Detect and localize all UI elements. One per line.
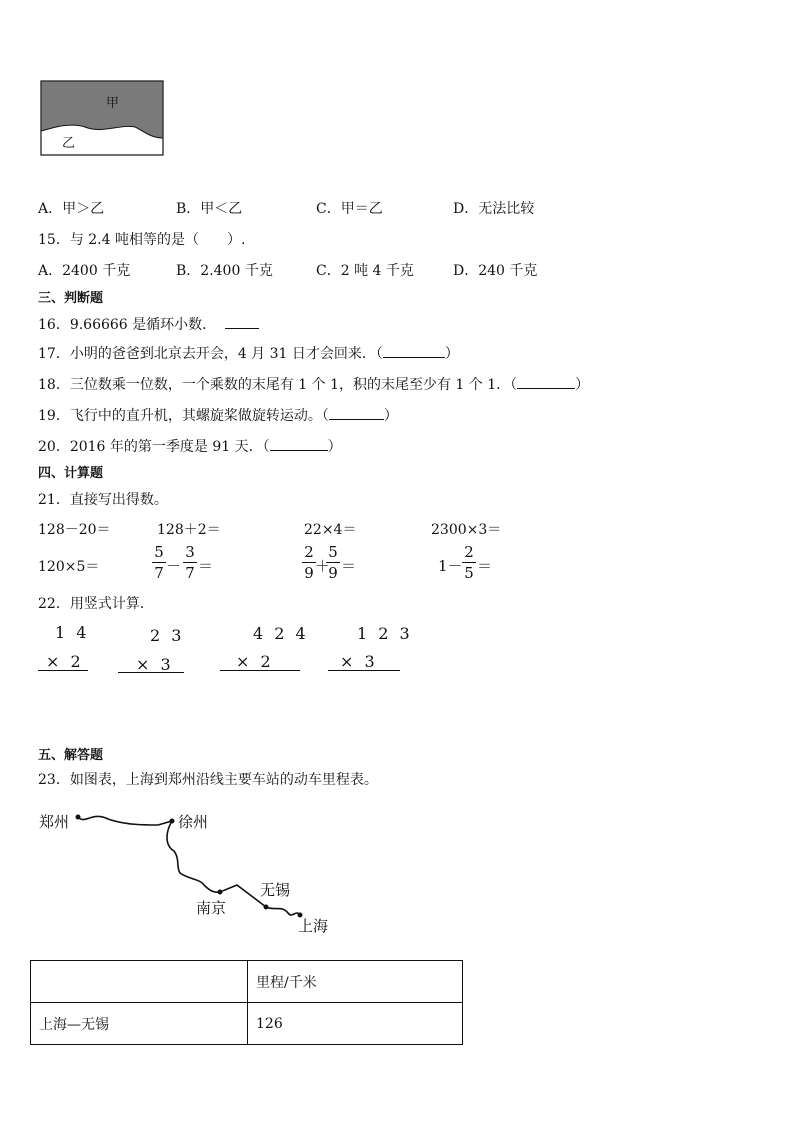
q22-title: 22．用竖式计算． xyxy=(38,596,154,612)
label-nanjing: 南京 xyxy=(196,899,227,917)
table-cell: 126 xyxy=(248,1003,463,1045)
mileage-table xyxy=(30,960,463,1045)
close-paren: ） xyxy=(575,377,590,393)
operator: － xyxy=(166,557,182,575)
whole-minus: 1－ xyxy=(438,557,463,575)
q17-text: 17．小明的爸爸到北京去开会，4 月 31 日才会回来．（ xyxy=(38,346,383,362)
q21-r1-c2: 128＋2＝ xyxy=(157,522,221,538)
vertical-calc-top: 4 2 4 xyxy=(253,624,309,643)
q19 xyxy=(38,405,398,425)
fraction: 5 9 xyxy=(326,543,340,582)
label-xuzhou: 徐州 xyxy=(178,813,209,831)
station-dot xyxy=(218,890,223,895)
station-dot xyxy=(76,815,81,820)
equals: ＝ xyxy=(477,557,493,575)
calc-underline xyxy=(220,670,300,671)
close-paren: ） xyxy=(383,408,398,424)
railway-route-map xyxy=(30,805,350,940)
calc-underline xyxy=(328,670,400,671)
table-cell: 上海—无锡 xyxy=(31,1003,248,1045)
vertical-calc-top: 1 2 3 xyxy=(357,624,413,643)
answer-blank[interactable] xyxy=(225,328,259,329)
section-title-calculation: 四、计算题 xyxy=(38,466,104,481)
q21-r1-c4: 2300×3＝ xyxy=(431,522,502,538)
answer-blank[interactable] xyxy=(383,357,445,358)
q15-option-b: B．2.400 千克 xyxy=(176,263,273,279)
label-yi: 乙 xyxy=(62,136,76,151)
q20 xyxy=(38,436,342,456)
table-header-cell xyxy=(31,961,248,1003)
label-jia: 甲 xyxy=(106,96,120,111)
calc-underline xyxy=(38,670,88,671)
vertical-calc-top: 2 3 xyxy=(150,626,185,645)
q14-option-d: D．无法比较 xyxy=(453,201,535,217)
q21-r1-c1: 128－20＝ xyxy=(38,522,111,538)
q15-option-d: D．240 千克 xyxy=(453,263,538,279)
q15-text: 15．与 2.4 吨相等的是（ ）. xyxy=(38,232,246,248)
section-title-word-problems: 五、解答题 xyxy=(38,748,104,763)
equals: ＝ xyxy=(198,557,214,575)
answer-blank[interactable] xyxy=(517,388,575,389)
close-paren: ） xyxy=(444,346,459,362)
q19-text: 19．飞行中的直升机，其螺旋桨做旋转运动。（ xyxy=(38,408,329,424)
fraction: 2 5 xyxy=(462,543,476,582)
q14-option-a: A．甲＞乙 xyxy=(38,201,105,217)
section-title-judgement: 三、判断题 xyxy=(38,291,104,306)
q14-option-b: B．甲＜乙 xyxy=(176,201,243,217)
label-zhengzhou: 郑州 xyxy=(39,813,70,831)
q16-text: 16．9.66666 是循环小数． xyxy=(38,317,217,333)
operator: ＋ xyxy=(315,557,331,575)
q14-option-c: C．甲＝乙 xyxy=(316,201,383,217)
vertical-calc-bottom: × 3 xyxy=(136,655,174,674)
comparison-figure xyxy=(40,80,166,158)
answer-blank[interactable] xyxy=(329,419,384,420)
q21-r1-c3: 22×4＝ xyxy=(304,522,357,538)
vertical-calc-top: 1 4 xyxy=(55,623,90,642)
table-header-row xyxy=(31,961,463,1003)
table-row xyxy=(31,1003,463,1045)
vertical-calc-bottom: × 3 xyxy=(340,652,378,671)
q15-option-c: C．2 吨 4 千克 xyxy=(316,263,414,279)
fraction: 5 7 xyxy=(152,543,166,582)
q20-text: 20．2016 年的第一季度是 91 天．（ xyxy=(38,439,270,455)
q23-title: 23．如图表，上海到郑州沿线主要车站的动车里程表。 xyxy=(38,772,378,788)
q18-text: 18．三位数乘一位数，一个乘数的末尾有 1 个 1，积的末尾至少有 1 个 1．（ xyxy=(38,377,518,393)
vertical-calc-bottom: × 2 xyxy=(236,652,274,671)
station-dot xyxy=(264,905,269,910)
q21-r2-c1: 120×5＝ xyxy=(38,559,100,575)
q17 xyxy=(38,343,459,363)
q21-title: 21．直接写出得数。 xyxy=(38,492,168,508)
equals: ＝ xyxy=(341,557,357,575)
label-wuxi: 无锡 xyxy=(260,881,291,899)
q18 xyxy=(38,374,589,394)
table-header-cell: 里程/千米 xyxy=(248,961,463,1003)
answer-blank[interactable] xyxy=(270,450,328,451)
close-paren: ） xyxy=(327,439,342,455)
q15-option-a: A．2400 千克 xyxy=(38,263,131,279)
fraction: 2 9 xyxy=(302,543,316,582)
q16 xyxy=(38,314,259,334)
calc-underline xyxy=(118,672,184,673)
vertical-calc-bottom: × 2 xyxy=(46,652,84,671)
label-shanghai: 上海 xyxy=(298,917,329,935)
station-dot xyxy=(170,819,175,824)
fraction: 3 7 xyxy=(183,543,197,582)
